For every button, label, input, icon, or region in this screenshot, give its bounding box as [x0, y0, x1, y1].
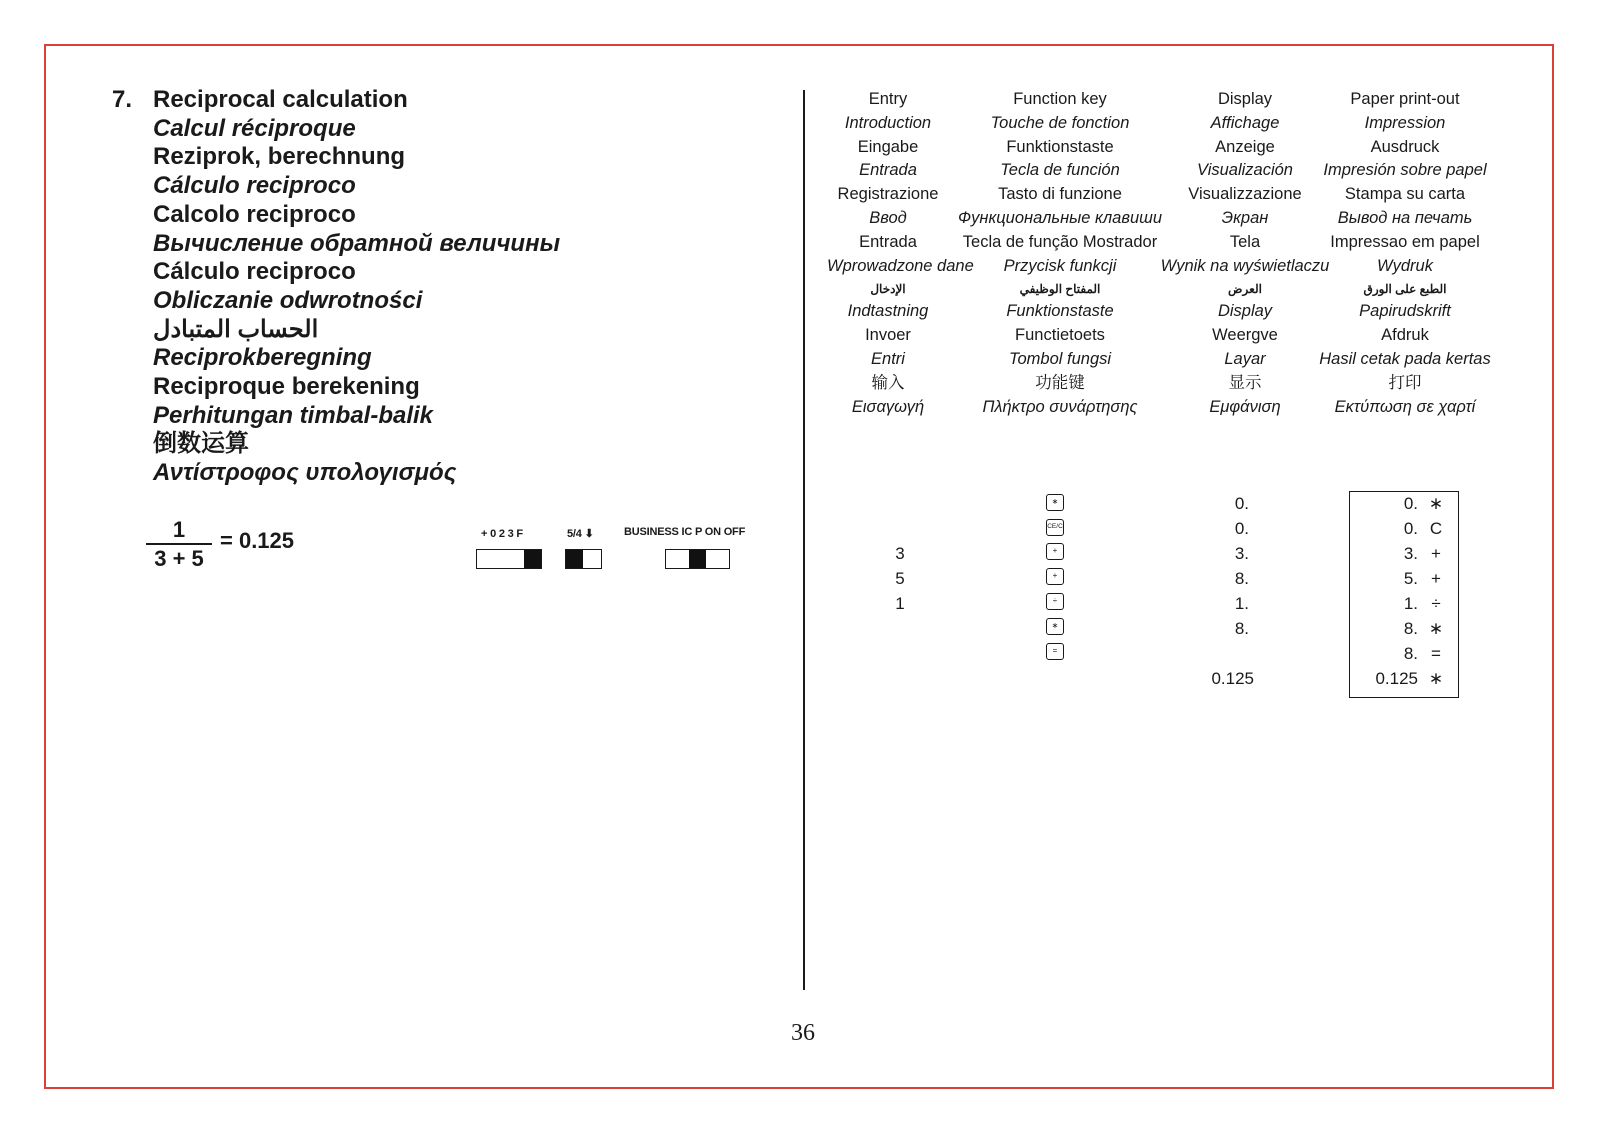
title-da: Reciprokberegning — [153, 344, 372, 372]
display-value: 0. — [1234, 494, 1249, 513]
tape-symbol: + — [1431, 544, 1441, 563]
title-id: Perhitungan timbal-balik — [153, 401, 434, 429]
tape-value: 8. — [1403, 644, 1418, 663]
header-entry-el: Εισαγωγή — [851, 397, 925, 416]
entry-value: 3 — [895, 544, 905, 563]
header-paper-el: Εκτύπωση σε χαρτί — [1334, 397, 1476, 416]
title-fr: Calcul réciproque — [153, 114, 356, 142]
display-value: 0. — [1234, 519, 1249, 538]
tape-symbol: = — [1431, 644, 1441, 663]
tape-value: 5. — [1403, 569, 1418, 588]
header-function-da: Funktionstaste — [1006, 302, 1114, 321]
tape-result: 0.125 — [1375, 669, 1418, 688]
display-result: 0.125 — [1211, 669, 1254, 688]
fraction-denominator: 3 + 5 — [154, 546, 204, 571]
header-entry-column — [827, 88, 974, 419]
decimal-switch-label: + 0 2 3 F — [481, 528, 523, 540]
header-paper-de: Ausdruck — [1370, 137, 1440, 156]
header-entry-es: Entrada — [859, 161, 917, 180]
multiply-key: ∗ — [1046, 494, 1064, 511]
title-ru: Вычисление обратной величины — [153, 229, 561, 257]
header-function-id: Tombol fungsi — [1008, 349, 1112, 368]
header-entry-en: Entry — [868, 90, 908, 108]
decimal-switch[interactable] — [476, 549, 542, 569]
header-paper-ru: Вывод на печать — [1337, 208, 1473, 227]
header-function-fr: Touche de fonction — [990, 113, 1130, 132]
title-it: Calcolo reciproco — [153, 200, 356, 228]
header-paper-da: Papirudskrift — [1359, 302, 1451, 321]
entry-value: 5 — [895, 569, 905, 588]
tape-value: 8. — [1403, 619, 1418, 638]
header-entry-ar: الإدخال — [870, 282, 906, 297]
multiply-key: ∗ — [1046, 618, 1064, 635]
header-display-es: Visualización — [1196, 161, 1293, 180]
header-function-es: Tecla de función — [1000, 161, 1120, 180]
header-entry-pt: Entrada — [859, 232, 917, 251]
page-number: 36 — [791, 1020, 815, 1046]
header-display-it: Visualizzazione — [1188, 185, 1302, 204]
column-divider — [803, 90, 805, 990]
tape-value: 0. — [1403, 494, 1418, 513]
rounding-switch[interactable] — [565, 549, 602, 569]
header-paper-en: Paper print-out — [1350, 90, 1460, 108]
title-zh: 倒数运算 — [153, 430, 249, 458]
tape-symbol: ∗ — [1428, 669, 1444, 688]
decimal-switch-knob — [524, 550, 541, 568]
rounding-switch-knob — [566, 550, 583, 568]
header-entry-zh: 输入 — [871, 373, 905, 392]
rounding-switch-label — [567, 527, 594, 540]
display-value: 8. — [1234, 619, 1249, 638]
header-paper-it: Stampa su carta — [1344, 185, 1466, 204]
header-entry-it: Registrazione — [837, 185, 939, 204]
divide-key: ÷ — [1046, 593, 1064, 610]
tape-symbol: + — [1431, 569, 1441, 588]
header-entry-ru: Ввод — [869, 208, 907, 227]
fraction — [146, 517, 212, 573]
header-paper-pt: Impressao em papel — [1330, 232, 1480, 251]
fraction-result: = 0.125 — [220, 528, 295, 553]
title-pl: Obliczanie odwrotności — [153, 286, 423, 314]
header-function-pt: Tecla de função Mostrador — [962, 232, 1158, 251]
title-de: Reziprok, berechnung — [153, 143, 406, 171]
header-function-column — [954, 88, 1166, 419]
header-entry-da: Indtastning — [847, 302, 929, 321]
header-entry-id: Entri — [871, 349, 905, 368]
header-display-fr: Affichage — [1210, 113, 1280, 132]
header-entry-de: Eingabe — [857, 137, 919, 156]
header-display-de: Anzeige — [1215, 137, 1275, 156]
header-paper-id: Hasil cetak pada kertas — [1319, 349, 1491, 368]
header-paper-pl: Wydruk — [1377, 256, 1433, 275]
tape-value: 3. — [1403, 544, 1418, 563]
header-display-pl: Wynik na wyświetlaczu — [1160, 256, 1330, 275]
header-display-zh: 显示 — [1228, 373, 1262, 392]
header-paper-column — [1300, 88, 1510, 419]
down-arrow-icon: ⬇ — [584, 528, 594, 540]
mode-switch[interactable] — [665, 549, 730, 569]
header-display-el: Εμφάνιση — [1209, 397, 1281, 416]
fraction-numerator: 1 — [172, 517, 186, 542]
entry-value: 1 — [895, 594, 905, 613]
header-display-da: Display — [1217, 302, 1273, 321]
section-number: 7. — [112, 86, 133, 113]
header-entry-nl: Invoer — [865, 326, 911, 345]
header-function-pl: Przycisk funkcji — [1003, 256, 1117, 275]
header-function-ar: المفتاح الوظيفي — [1019, 282, 1101, 297]
header-paper-fr: Impression — [1364, 113, 1446, 132]
rounding-label-text: 5/4 — [567, 528, 582, 540]
clear-key: CE/C — [1046, 519, 1064, 536]
title-en: Reciprocal calculation — [153, 86, 408, 113]
header-paper-ar: الطبع على الورق — [1363, 282, 1447, 297]
title-es: Cálculo reciproco — [153, 172, 356, 200]
mode-switch-label: BUSINESS IC P ON OFF — [624, 526, 746, 538]
equals-key: = — [1046, 643, 1064, 660]
header-entry-fr: Introduction — [844, 113, 932, 132]
tape-symbol: ∗ — [1428, 494, 1444, 513]
plus-key: + — [1046, 568, 1064, 585]
tape-symbol: ÷ — [1431, 594, 1441, 613]
plus-key: + — [1046, 543, 1064, 560]
header-display-id: Layar — [1224, 349, 1266, 368]
tape-symbol: C — [1429, 519, 1443, 538]
header-function-zh: 功能键 — [1035, 373, 1085, 392]
header-entry-pl: Wprowadzone dane — [827, 256, 974, 275]
mode-switch-knob — [689, 550, 706, 568]
header-paper-es: Impresión sobre papel — [1323, 161, 1487, 180]
header-display-nl: Weergve — [1212, 326, 1278, 345]
header-function-el: Πλήκτρο συνάρτησης — [982, 397, 1138, 416]
tape-value: 1. — [1403, 594, 1418, 613]
title-el: Αντίστροφος υπολογισμός — [153, 459, 457, 487]
header-display-en: Display — [1217, 90, 1273, 108]
header-function-de: Funktionstaste — [1006, 137, 1114, 156]
header-display-ru: Экран — [1221, 208, 1269, 227]
title-pt: Cálculo reciproco — [153, 258, 356, 286]
section-titles — [153, 86, 560, 488]
display-value: 3. — [1234, 544, 1249, 563]
header-display-ar: العرض — [1228, 282, 1262, 297]
title-nl: Reciproque berekening — [153, 373, 420, 401]
display-value: 1. — [1234, 594, 1249, 613]
header-function-it: Tasto di funzione — [998, 185, 1122, 204]
header-function-nl: Functietoets — [1015, 326, 1105, 345]
header-paper-nl: Afdruk — [1381, 326, 1429, 345]
title-ar: الحساب المتبادل — [153, 315, 319, 343]
header-function-ru: Функциональные клавиши — [958, 208, 1162, 227]
display-value: 8. — [1234, 569, 1249, 588]
tape-symbol: ∗ — [1428, 619, 1444, 638]
header-paper-zh: 打印 — [1388, 373, 1422, 392]
tape-value: 0. — [1403, 519, 1418, 538]
header-display-pt: Tela — [1229, 232, 1261, 251]
header-function-en: Function key — [1013, 90, 1107, 108]
